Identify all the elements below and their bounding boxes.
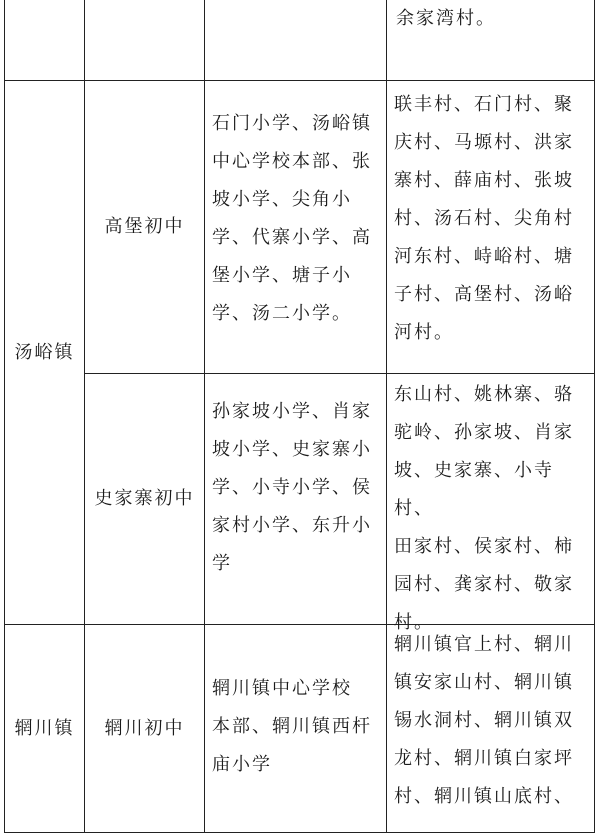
- village-list: 辋川镇官上村、辋川 镇安家山村、辋川镇 锡水洞村、辋川镇双 龙村、辋川镇白家坪 村、辋川镇山底村、: [394, 634, 574, 807]
- town-name: 汤峪镇: [14, 341, 75, 363]
- middle-school-name: 史家寨初中: [94, 488, 195, 509]
- town-name: 辋川镇: [14, 717, 75, 739]
- middle-school-name: 辋川初中: [104, 717, 185, 739]
- village-list: 联丰村、石门村、聚 庆村、马塬村、洪家 寨村、薛庙村、张坡 村、汤石村、尖角村 河东村、峙峪村、塘 子村、高堡村、汤峪 河村。: [394, 94, 574, 343]
- col-border-3: [386, 0, 387, 833]
- primary-school-list: 石门小学、汤峪镇 中心学校本部、张 坡小学、尖角小 学、代寨小学、高 堡小学、塘子小 学、汤二小学。: [212, 113, 372, 324]
- village-list: 余家湾村。: [396, 8, 496, 29]
- village-list: 东山村、姚林寨、骆 驼岭、孙家坡、肖家 坡、史家寨、小寺村、 田家村、侯家村、柿 园村、龚家村、敬家 村。: [394, 384, 574, 633]
- table-bottom-border: [4, 832, 594, 833]
- primary-school-list: 孙家坡小学、肖家 坡小学、史家寨小 学、小寺小学、侯 家村小学、东升小 学: [212, 401, 372, 574]
- col-border-right: [594, 0, 595, 833]
- primary-school-list: 辋川镇中心学校 本部、辋川镇西杆 庙小学: [212, 678, 372, 775]
- col-border-2: [204, 0, 205, 833]
- middle-school-name: 高堡初中: [104, 216, 185, 237]
